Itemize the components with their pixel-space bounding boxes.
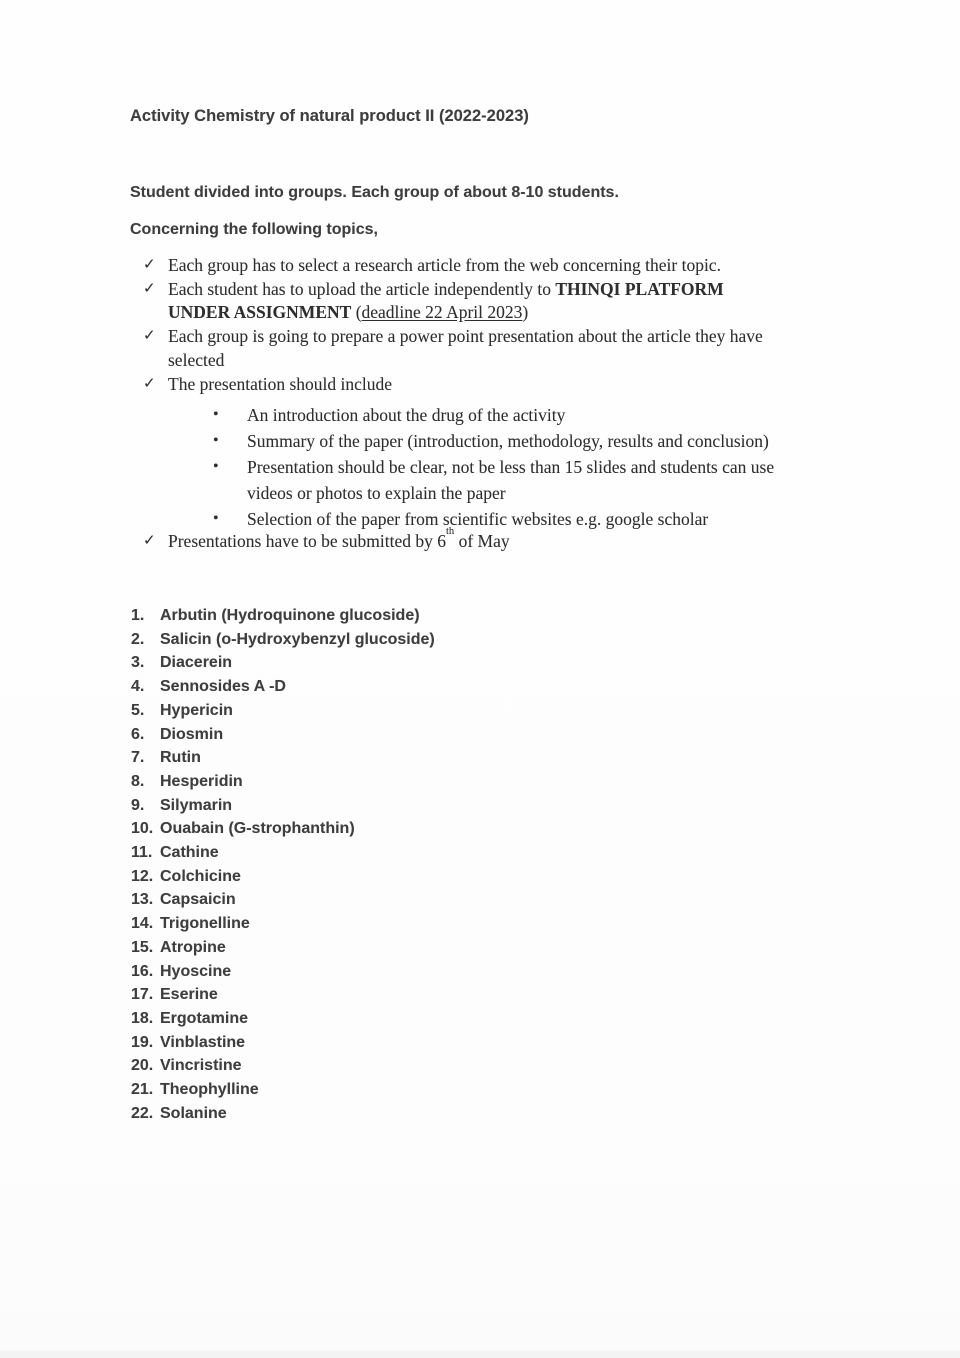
topic-label: Theophylline bbox=[160, 1081, 259, 1099]
topic-number: 6. bbox=[131, 725, 145, 743]
presentation-requirements-list bbox=[143, 402, 903, 532]
topic-number: 5. bbox=[131, 701, 145, 719]
submission-text-end: of May bbox=[454, 531, 510, 552]
topic-number: 14. bbox=[131, 915, 154, 933]
topic-label: Ouabain (G-strophanthin) bbox=[160, 820, 355, 838]
topic-number: 11. bbox=[131, 844, 153, 862]
bullet-icon: • bbox=[213, 432, 219, 450]
topic-label: Cathine bbox=[160, 844, 219, 862]
sub-item-clarity bbox=[143, 454, 903, 506]
topic-number: 1. bbox=[131, 607, 145, 624]
topic-row bbox=[131, 1054, 435, 1078]
topic-number: 12. bbox=[131, 867, 154, 885]
topics-numbered-list bbox=[131, 604, 435, 1125]
clarity-line1: Presentation should be clear, not be less than 15 slides and students can use bbox=[247, 457, 775, 478]
check-item-presentation-include bbox=[143, 373, 903, 397]
topic-number: 10. bbox=[131, 820, 154, 838]
intro-paragraph-topics: Concerning the following topics, bbox=[130, 221, 378, 238]
topic-row bbox=[131, 604, 435, 628]
paren-close: ) bbox=[522, 302, 529, 323]
topic-label: Diosmin bbox=[160, 725, 224, 743]
topic-row bbox=[131, 1078, 435, 1102]
topic-label: Eserine bbox=[160, 986, 218, 1004]
deadline-underlined: deadline 22 April 2023 bbox=[361, 302, 523, 323]
topic-label: Vincristine bbox=[160, 1057, 242, 1075]
page-title: Activity Chemistry of natural product II (2022-2023) bbox=[130, 107, 529, 125]
check-item-text: The presentation should include bbox=[168, 373, 393, 394]
topic-label: Ergotamine bbox=[160, 1009, 249, 1027]
checkmark-icon: ✓ bbox=[143, 280, 156, 297]
topic-row bbox=[131, 770, 435, 794]
sub-item-paper-selection bbox=[143, 506, 903, 532]
topic-label: Hypericin bbox=[160, 701, 233, 719]
checkmark-icon: ✓ bbox=[143, 257, 156, 273]
sub-item-summary bbox=[143, 428, 903, 454]
topic-label: Diacerein bbox=[160, 654, 233, 672]
topic-row bbox=[131, 983, 435, 1007]
topic-label: Capsaicin bbox=[160, 891, 236, 909]
sub-item-introduction bbox=[143, 402, 903, 428]
topic-label: Hesperidin bbox=[160, 772, 243, 790]
topic-label: Arbutin (Hydroquinone glucoside) bbox=[160, 607, 420, 624]
topic-number: 16. bbox=[131, 962, 154, 980]
topic-number: 9. bbox=[131, 796, 145, 814]
topic-row bbox=[131, 628, 435, 652]
check-item-text bbox=[168, 278, 724, 325]
platform-name-bold: THINQI PLATFORM bbox=[555, 278, 724, 299]
topic-label: Salicin (o-Hydroxybenzyl glucoside) bbox=[160, 630, 435, 648]
topic-label: Silymarin bbox=[160, 796, 233, 814]
topic-number: 4. bbox=[131, 678, 145, 696]
topic-number: 19. bbox=[131, 1033, 154, 1051]
check-item-powerpoint bbox=[143, 325, 903, 372]
bullet-icon: • bbox=[213, 406, 219, 424]
topic-row bbox=[131, 865, 435, 889]
topic-row bbox=[131, 936, 435, 960]
check-item-text bbox=[168, 325, 763, 372]
bullet-icon: • bbox=[213, 458, 219, 476]
powerpoint-line2: selected bbox=[168, 349, 225, 370]
topic-number: 18. bbox=[131, 1009, 154, 1027]
assignment-name-bold: UNDER ASSIGNMENT bbox=[168, 302, 352, 323]
checkmark-icon: ✓ bbox=[143, 328, 156, 345]
bullet-icon: • bbox=[213, 510, 219, 528]
checkmark-icon: ✓ bbox=[143, 533, 156, 550]
sub-item-text: Selection of the paper from scientific websites e.g. google scholar bbox=[247, 509, 709, 530]
topic-label: Sennosides A -D bbox=[160, 678, 286, 696]
topic-row bbox=[131, 675, 435, 699]
topic-row bbox=[131, 1102, 435, 1126]
sub-item-text: An introduction about the drug of the activity bbox=[247, 405, 566, 426]
paren-open: ( bbox=[351, 302, 362, 323]
upload-text-normal: Each student has to upload the article independently to bbox=[168, 278, 556, 299]
topic-number: 20. bbox=[131, 1057, 154, 1075]
topic-label: Trigonelline bbox=[160, 915, 250, 933]
topic-row bbox=[131, 1031, 435, 1055]
topic-row bbox=[131, 699, 435, 723]
topic-row bbox=[131, 723, 435, 747]
topic-row bbox=[131, 794, 435, 818]
sub-item-text: Summary of the paper (introduction, methodology, results and conclusion) bbox=[247, 431, 769, 452]
topic-row bbox=[131, 651, 435, 675]
topic-label: Colchicine bbox=[160, 867, 241, 885]
topic-row bbox=[131, 841, 435, 865]
topic-row bbox=[131, 960, 435, 984]
instructions-checklist bbox=[143, 254, 903, 554]
checkmark-icon: ✓ bbox=[143, 375, 156, 392]
powerpoint-line1: Each group is going to prepare a power point presentation about the article they have bbox=[168, 326, 763, 347]
check-item-select-article bbox=[143, 254, 903, 278]
topic-number: 21. bbox=[131, 1081, 154, 1099]
topic-number: 13. bbox=[131, 891, 154, 909]
topic-row bbox=[131, 888, 435, 912]
ordinal-superscript: th bbox=[446, 526, 455, 538]
check-item-submission-date bbox=[143, 526, 903, 554]
topic-row bbox=[131, 746, 435, 770]
topic-number: 2. bbox=[131, 630, 145, 648]
topic-row bbox=[131, 912, 435, 936]
topic-number: 15. bbox=[131, 938, 154, 956]
topic-number: 17. bbox=[131, 986, 154, 1004]
sub-item-text bbox=[247, 454, 774, 506]
check-item-upload-article bbox=[143, 278, 903, 325]
topic-number: 22. bbox=[131, 1104, 154, 1122]
topic-number: 7. bbox=[131, 749, 145, 767]
check-item-text bbox=[168, 526, 510, 554]
topic-label: Rutin bbox=[160, 749, 201, 767]
topic-row bbox=[131, 1007, 435, 1031]
topic-number: 3. bbox=[131, 654, 145, 672]
check-item-text: Each group has to select a research article from the web concerning their topic. bbox=[168, 255, 721, 275]
topic-label: Vinblastine bbox=[160, 1033, 246, 1051]
topic-label: Solanine bbox=[160, 1104, 227, 1122]
topic-number: 8. bbox=[131, 772, 145, 790]
topic-label: Atropine bbox=[160, 938, 226, 956]
page-bottom-strip bbox=[0, 1350, 960, 1358]
intro-paragraph-groups: Student divided into groups. Each group of about 8-10 students. bbox=[130, 184, 619, 201]
topic-row bbox=[131, 817, 435, 841]
submission-text: Presentations have to be submitted by 6 bbox=[168, 531, 447, 552]
topic-label: Hyoscine bbox=[160, 962, 232, 980]
clarity-line2: videos or photos to explain the paper bbox=[247, 483, 506, 504]
